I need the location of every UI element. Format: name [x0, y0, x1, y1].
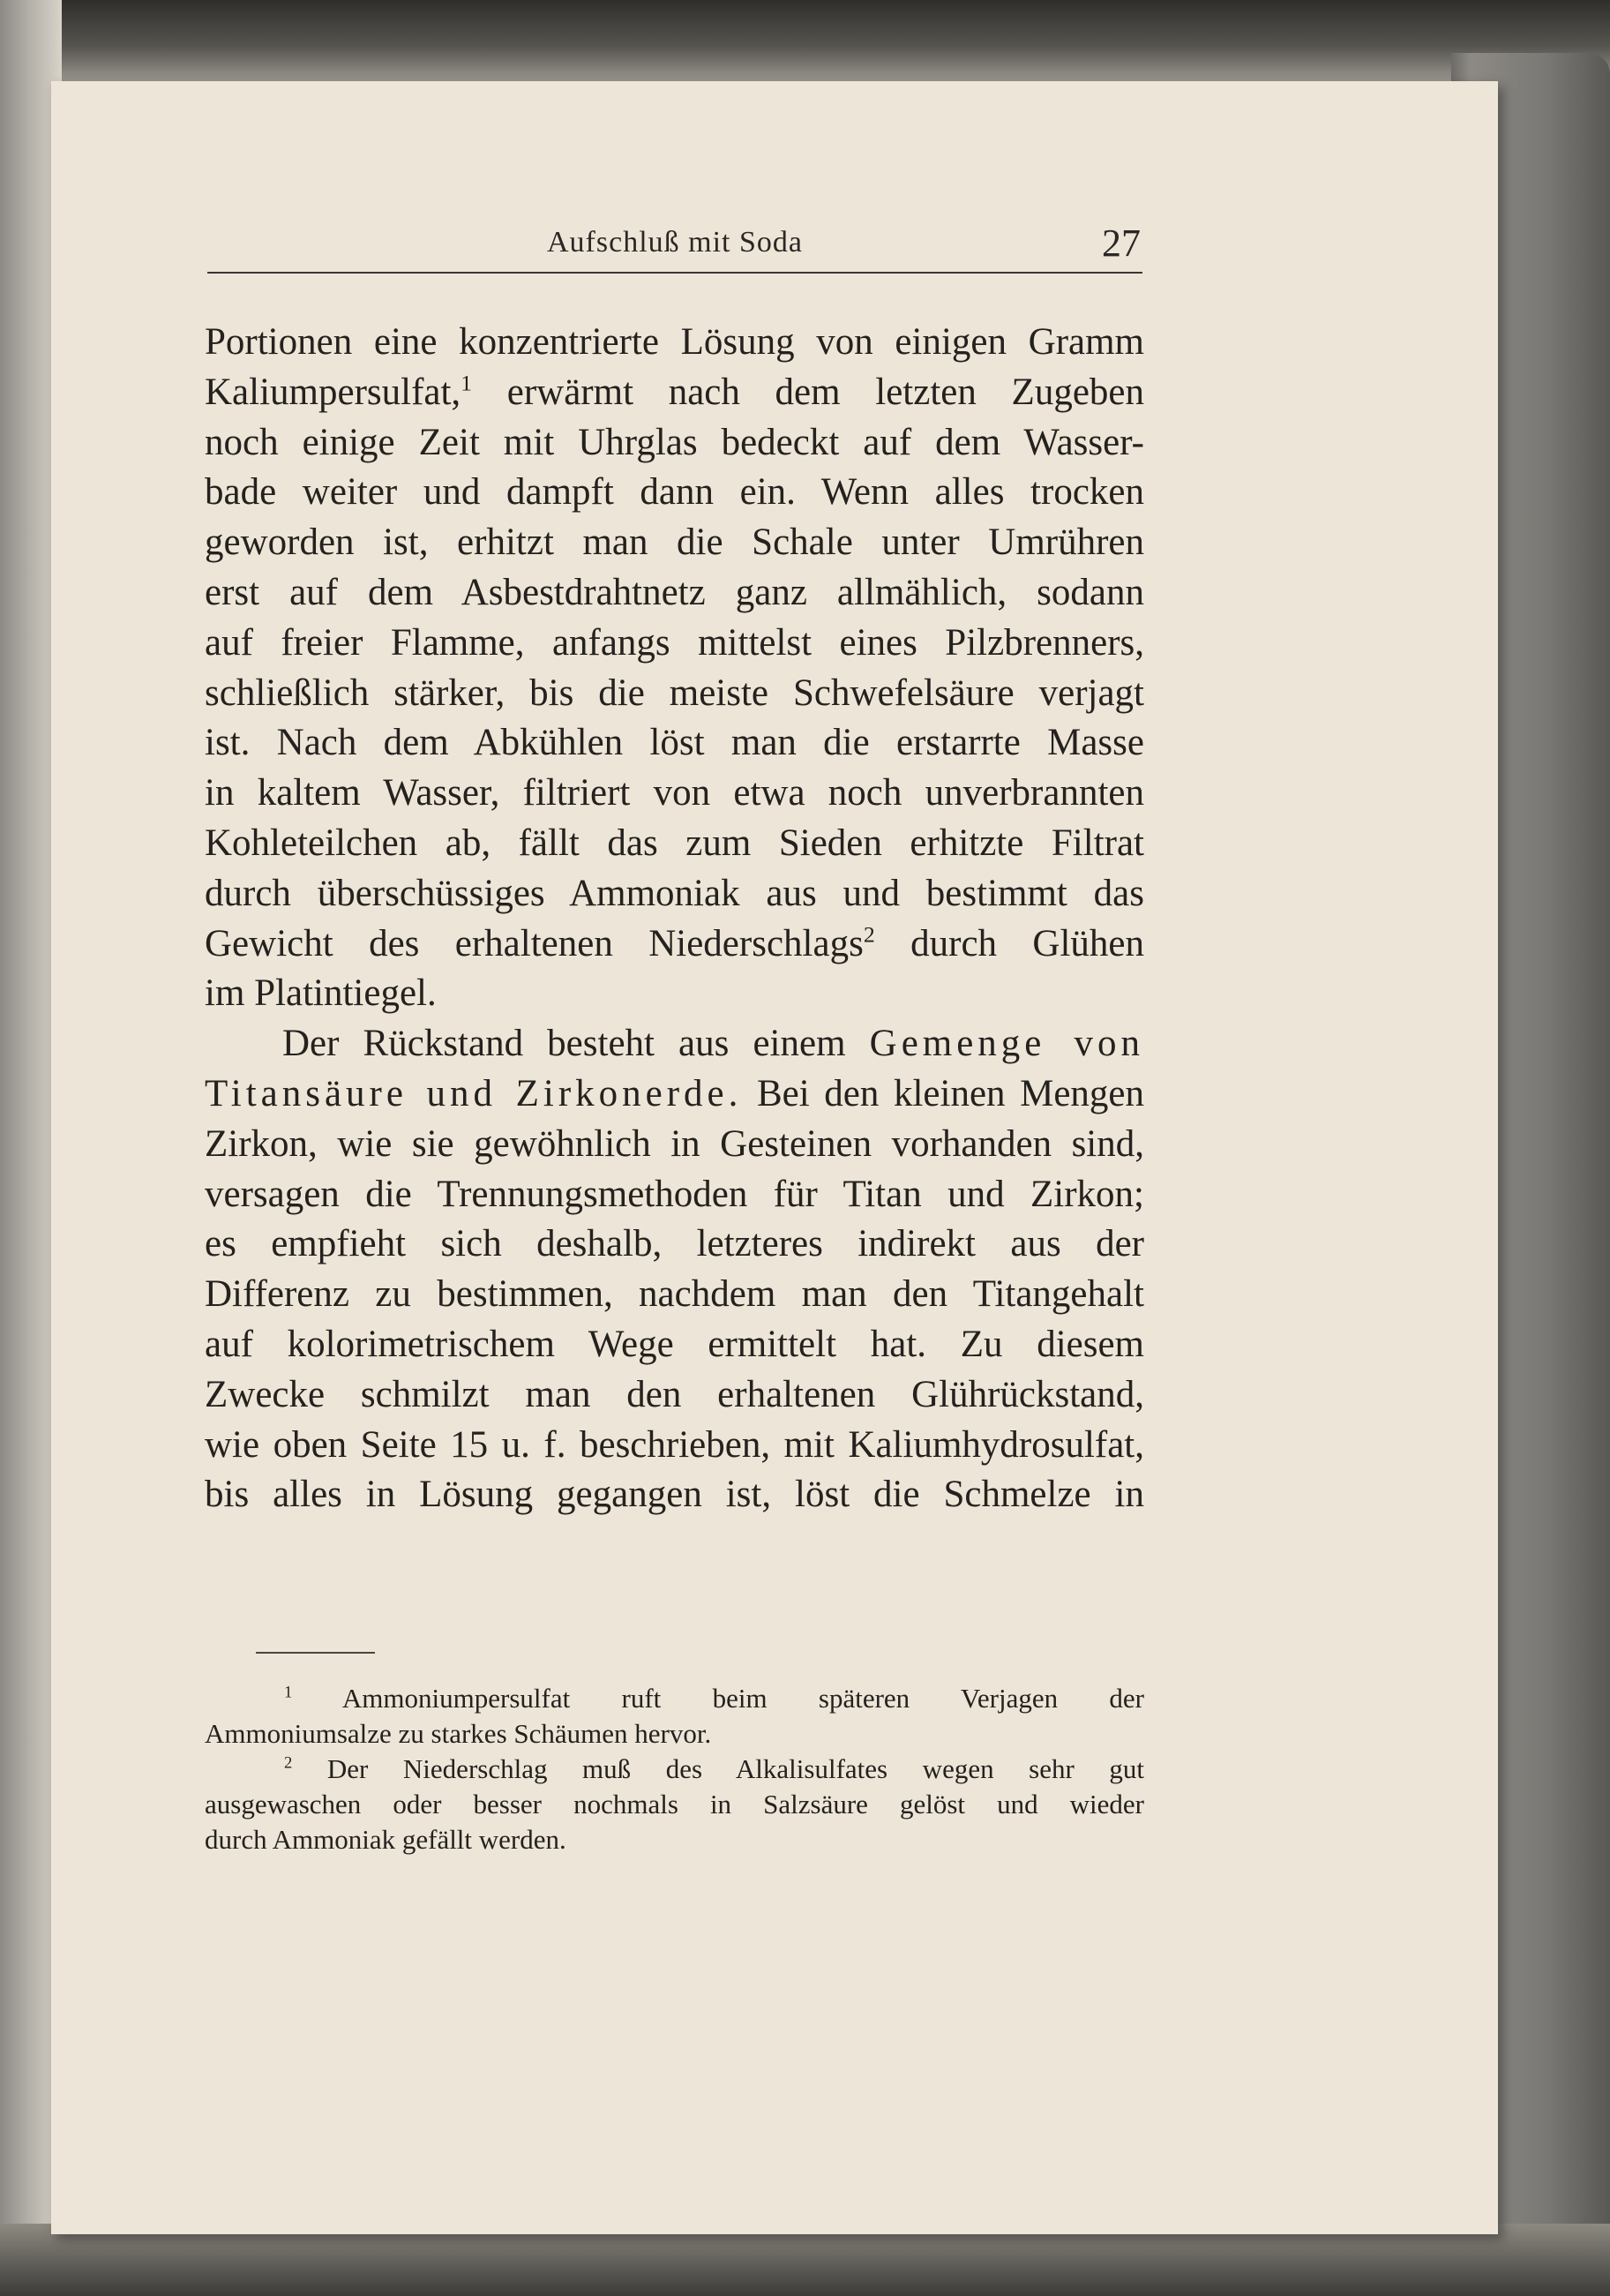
text-line: geworden ist, erhitzt man die Schale unter Umrühren [205, 521, 1144, 564]
footnote-line: Ammoniumsalze zu starkes Schäumen hervor. [205, 1718, 712, 1749]
footnotes [205, 1681, 1144, 1857]
text-line: im Platintiegel. [205, 972, 437, 1015]
text-line: Zirkon, wie sie gewöhnlich in Gesteinen vorhanden sind, [205, 1122, 1144, 1165]
footnote-line: ausgewaschen oder besser nochmals in Salzsäure gelöst und wieder [205, 1789, 1144, 1820]
text-line: bis alles in Lösung gegangen ist, löst die Schmelze in [205, 1474, 1144, 1516]
text-line: bade weiter und dampft dann ein. Wenn alles trocken [205, 471, 1144, 514]
text-line: ist. Nach dem Abkühlen löst man die erstarrte Masse [205, 722, 1144, 764]
scan-top-background [0, 0, 1610, 84]
text-line [205, 919, 1144, 970]
text-line [205, 368, 1144, 418]
text-line: Differenz zu bestimmen, nachdem man den Titangehalt [205, 1273, 1144, 1316]
footnote-ref: 2 [863, 921, 875, 948]
text-line: Zwecke schmilzt man den erhaltenen Glührückstand, [205, 1373, 1144, 1415]
footnote-ref: 1 [461, 370, 473, 396]
footnote-line [205, 1752, 1144, 1787]
text-line: erst auf dem Asbestdrahtnetz ganz allmählich, sodann [205, 571, 1144, 613]
main-text [205, 318, 1144, 1520]
text-line [205, 1069, 1144, 1120]
text-line-end: durch Glühen [910, 922, 1145, 964]
text-line: in kaltem Wasser, filtriert von etwa noch unverbrannten [205, 772, 1144, 814]
spaced-term: Gemenge von [869, 1023, 1144, 1065]
text-line-end: Bei den kleinen Mengen [757, 1072, 1145, 1114]
footnote-line: durch Ammoniak gefällt werden. [205, 1824, 566, 1855]
text-line-start: Der Rückstand besteht aus einem [282, 1023, 846, 1065]
running-head-title: Aufschluß mit Soda [547, 226, 803, 259]
footnote-line [205, 1681, 1144, 1716]
scan-bottom-background [0, 2224, 1610, 2296]
text-line: auf freier Flamme, anfangs mittelst eines Pilzbrenners, [205, 621, 1144, 664]
text-line: wie oben Seite 15 u. f. beschrieben, mit Kaliumhydrosulfat, [205, 1423, 1144, 1466]
text-line-end: erwärmt nach dem letzten Zugeben [506, 371, 1144, 413]
text-line: schließlich stärker, bis die meiste Schwefelsäure verjagt [205, 672, 1144, 714]
spaced-term: Titansäure und Zirkonerde. [205, 1072, 743, 1114]
running-head [207, 221, 1142, 282]
text-line: Kohleteilchen ab, fällt das zum Sieden erhitzte Filtrat [205, 822, 1144, 864]
text-line: auf kolorimetrischem Wege ermittelt hat. Zu diesem [205, 1323, 1144, 1365]
text-line [205, 1019, 1144, 1069]
text-line-start: Kaliumpersulfat, [205, 371, 461, 413]
text-line: es empfieht sich deshalb, letzteres indirekt aus der [205, 1223, 1144, 1265]
text-line: Portionen eine konzentrierte Lösung von einigen Gramm [205, 321, 1144, 363]
footnote-text: Der Niederschlag muß des Alkalisulfates wegen sehr gut [326, 1753, 1144, 1784]
text-line: versagen die Trennungsmethoden für Titan und Zirkon; [205, 1173, 1144, 1215]
footnote-text: Ammoniumpersulfat ruft beim späteren Verjagen der [341, 1683, 1144, 1714]
text-line: noch einige Zeit mit Uhrglas bedeckt auf dem Wasser- [205, 421, 1144, 463]
footnote-mark: 2 [284, 1753, 293, 1773]
footnote-rule [256, 1652, 375, 1654]
page-number: 27 [1102, 221, 1141, 265]
text-line-start: Gewicht des erhaltenen Niederschlags [205, 922, 864, 964]
running-head-rule [207, 272, 1142, 274]
text-line: durch überschüssiges Ammoniak aus und bestimmt das [205, 872, 1144, 914]
footnote-mark: 1 [284, 1683, 293, 1702]
